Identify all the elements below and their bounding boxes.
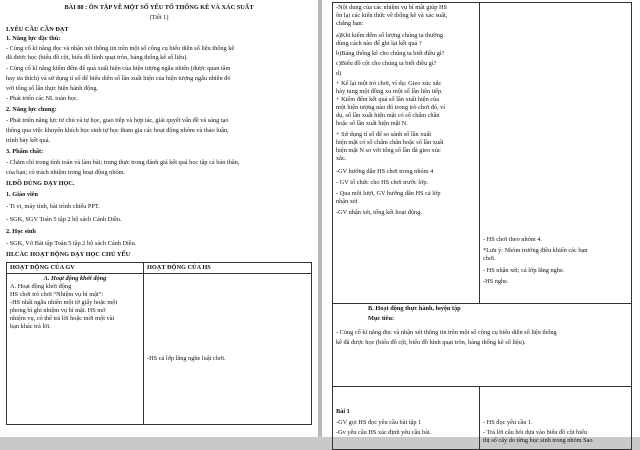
cell-line: - Qua mỗi lượt, GV hướng dẫn HS cả lớp bbox=[336, 190, 441, 197]
cell-line: chơi. bbox=[483, 255, 496, 262]
cell-line: thị số cây do từng học sinh trong nhóm Sao bbox=[483, 437, 593, 444]
section-b-title: B. Hoạt động thực hành, luyện tập bbox=[368, 305, 461, 312]
subsection-heading: 2. Năng lực chung: bbox=[6, 106, 57, 113]
cell-line: - Trả lời câu hỏi dựa vào biểu đồ cột biểu bbox=[483, 429, 587, 436]
cell-line: b)Bảng thống kê cho chúng ta biết điều gì? bbox=[336, 50, 445, 57]
table-header-gv: HOẠT ĐỘNG CỦA GV bbox=[7, 263, 144, 274]
exercise-title: Bài 1 bbox=[336, 408, 350, 415]
activity-table-continued bbox=[332, 2, 632, 450]
section-heading: II.ĐỒ DÙNG DẠY HỌC. bbox=[6, 180, 75, 187]
cell-line: bạn khác trả lời. bbox=[10, 323, 51, 330]
cell-line: -HS cả lớp lắng nghe luật chơi. bbox=[147, 355, 226, 362]
cell-line: chẳng hạn: bbox=[336, 20, 364, 27]
cell-line: xắc. bbox=[336, 155, 347, 162]
hs-cell bbox=[480, 3, 632, 304]
cell-line: hãy tung một đồng xu một số lần liên tiếp. bbox=[336, 88, 443, 95]
lesson-subtitle: (Tiết 1) bbox=[149, 14, 169, 21]
cell-line: HS chơi trò chơi “Nhiệm vụ bí mật”: bbox=[10, 291, 104, 298]
cell-line: ôn lại các kiến thức về thống kê và xác suất, bbox=[336, 12, 448, 19]
cell-line: + Sử dụng tỉ số để so sánh số lần xuất bbox=[336, 131, 432, 138]
cell-line: + Kiểm đếm kết quả số lần xuất hiện của bbox=[336, 96, 440, 103]
table-row bbox=[333, 304, 632, 387]
section-heading: I.YÊU CẦU CẦN ĐẠT bbox=[6, 26, 69, 33]
body-line: hay ưa thích) và sử dụng tỉ số để biểu diễn số lần xuất hiện của hiện tượng ngẫu nhiên đó bbox=[6, 75, 231, 82]
cell-line: -GV gọi HS đọc yêu cầu bài tập 1 bbox=[336, 419, 422, 426]
cell-line: phong bì ghi nhiệm vụ bí mật. HS mở bbox=[10, 307, 106, 314]
cell-line: -HS nhất ngẫu nhiên một tờ giấy hoặc một bbox=[10, 299, 118, 306]
body-line: đã được học (biểu đồ cột, biểu đồ hình quạt tròn, bảng thống kê số liệu). bbox=[6, 54, 188, 61]
body-line: với tổng số lần thực hiện hành động. bbox=[6, 85, 99, 92]
cell-line: -Nội dung của các nhiệm vụ bí mật giúp HS bbox=[336, 4, 448, 11]
activity-table bbox=[6, 262, 312, 425]
cell-line: -GV nhận xét, tổng kết hoạt động. bbox=[336, 209, 422, 216]
table-row bbox=[7, 274, 312, 425]
hs-cell bbox=[480, 387, 632, 450]
table-row bbox=[333, 387, 632, 450]
cell-line: hoặc số lần xuất hiện mặt N. bbox=[336, 120, 408, 127]
section-heading: III.CÁC HOẠT ĐỘNG DẠY HỌC CHỦ YẾU bbox=[6, 251, 131, 258]
subsection-heading: 2. Học sinh bbox=[6, 228, 36, 235]
body-line: - Củng cố kĩ năng kiểm đếm để quả xuất hiện của hiện tượng ngẫu nhiên (được quan tâm bbox=[6, 65, 231, 72]
cell-line: -GV hướng dẫn HS chơi trong nhóm 4 bbox=[336, 168, 434, 175]
cell-line: một hiện tượng nào đó trong trò chơi đó, ví bbox=[336, 104, 446, 111]
body-line: - Củng cố kĩ năng đọc và nhận xét thông tin trên một số công cụ biểu diễn số liệu thống kê bbox=[6, 45, 235, 52]
goal-line: - Củng cố kĩ năng đọc và nhận xét thông tin trên một số công cụ biểu diễn số liệu thống bbox=[336, 329, 557, 336]
cell-line: -HS nghe. bbox=[483, 278, 509, 285]
gv-cell bbox=[7, 274, 144, 425]
cell-line: dùng cách nào để ghi lại kết quả ? bbox=[336, 40, 422, 47]
body-line: - SGK, Vở Bài tập Toán 5 tập 2 bộ sách Cánh Diều. bbox=[6, 240, 137, 247]
subsection-heading: 1. Năng lực đặc thù: bbox=[6, 35, 61, 42]
cell-line: *Lưu ý: Nhóm trưởng điều khiển các bạn bbox=[483, 247, 588, 254]
section-b-cell bbox=[333, 304, 632, 387]
cell-line: - HS đọc yêu cầu 1. bbox=[483, 419, 533, 426]
goal-line: kê đã được học (biểu đồ cột, biểu đồ hình quạt tròn, bảng thống kê số liệu). bbox=[336, 339, 526, 346]
cell-line: - HS nhận xét; cả lớp lắng nghe. bbox=[483, 267, 565, 274]
cell-line: -Gv yêu cầu HS xác định yêu cầu bài. bbox=[336, 429, 432, 436]
right-document-page bbox=[322, 0, 640, 444]
table-row bbox=[333, 3, 632, 304]
cell-line: dụ, số lần xuất hiện mặt có số chấm chẵn bbox=[336, 112, 440, 119]
cell-line: - GV tổ chức cho HS chơi trước lớp. bbox=[336, 179, 429, 186]
gv-cell bbox=[333, 3, 480, 304]
cell-line: - HS chơi theo nhóm 4. bbox=[483, 236, 542, 243]
cell-line: A. Hoạt động khởi động bbox=[10, 283, 72, 290]
goal-label: Mục tiêu: bbox=[368, 315, 395, 322]
subsection-heading: 1. Giáo viên bbox=[6, 191, 39, 198]
cell-line: + Kể lại một trò chơi, ví dụ: Gieo xúc xắc bbox=[336, 80, 442, 87]
body-line: trình bày kết quả. bbox=[6, 137, 51, 144]
cell-line: hiện mặt có số chấm chẵn hoặc số lần xuất bbox=[336, 139, 444, 146]
cell-line: c)Biểu đồ cột cho chúng ta biết điều gì? bbox=[336, 60, 437, 67]
cell-line: a)Khi kiểm đếm số lượng chúng ta thường bbox=[336, 32, 444, 39]
cell-line: nhiệm vụ, có thể trả lời hoặc mời một vài bbox=[10, 315, 115, 322]
gv-cell bbox=[333, 387, 480, 450]
body-line: thông qua việc khuyến khích học sinh tự học tham gia các hoạt động nhóm và thảo luận, bbox=[6, 127, 229, 134]
body-line: - SGK, SGV Toán 5 tập 2 bộ sách Cánh Diều. bbox=[6, 216, 122, 223]
table-header-row bbox=[7, 263, 312, 274]
body-line: - Ti vi, máy tính, bài trình chiếu PPT. bbox=[6, 203, 100, 210]
lesson-title: BÀI 88 : ÔN TẬP VỀ MỘT SỐ YẾU TỐ THỐNG KÊ VÀ XÁC SUẤT bbox=[64, 4, 254, 11]
body-line: - Phát triển các NL toán học. bbox=[6, 95, 79, 102]
cell-line: A. Hoạt động khởi động bbox=[43, 275, 107, 282]
hs-cell bbox=[144, 274, 312, 425]
body-line: của bạn; có trách nhiệm trong hoạt động nhóm. bbox=[6, 169, 126, 176]
cell-line: hiện mặt N so với tổng số lần đã gieo xúc bbox=[336, 147, 441, 154]
table-header-hs: HOẠT ĐỘNG CỦA HS bbox=[144, 263, 312, 274]
subsection-heading: 3. Phẩm chất: bbox=[6, 148, 44, 155]
cell-line: nhận xét bbox=[336, 198, 358, 205]
left-document-page bbox=[0, 0, 318, 437]
cell-line: d) bbox=[336, 70, 342, 77]
body-line: - Phát triển năng lực tư chủ và tự học, giao tiếp và hợp tác, giải quyết vấn đề và sáng tạo bbox=[6, 117, 229, 124]
body-line: - Chăm chỉ trong tính toán và làm bài; trung thực trong đánh giá kết quả học tập cả bản thân, bbox=[6, 159, 240, 166]
